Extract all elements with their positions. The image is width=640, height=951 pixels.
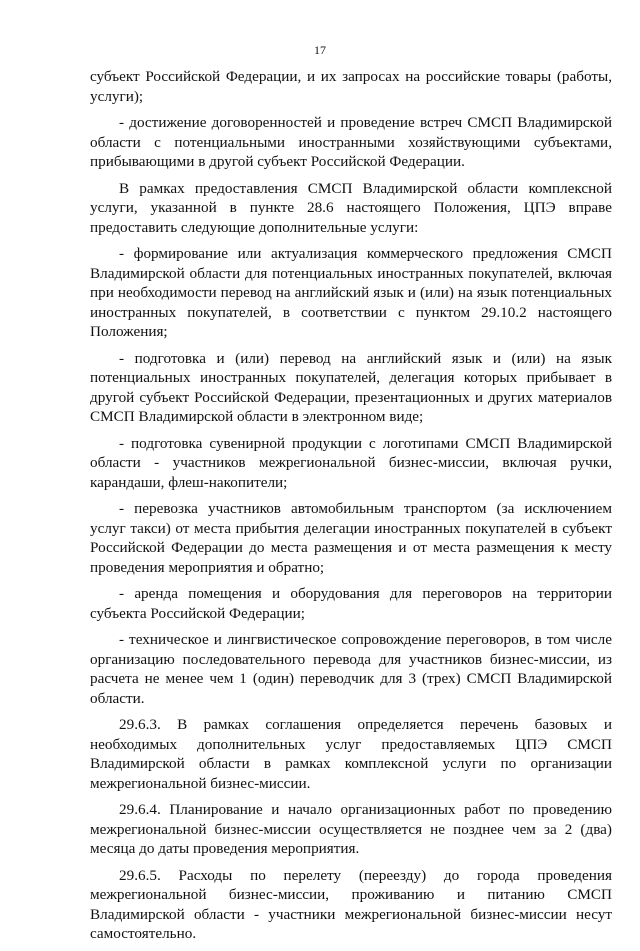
paragraph-clause: 29.6.5. Расходы по перелету (переезду) до города проведения межрегиональной бизнес-миссии, проживанию и питанию СМСП Владимирской области - участники межрегиональной бизнес-миссии несут самостоятельно. <box>90 866 612 942</box>
page-number: 17 <box>314 43 326 57</box>
paragraph-clause: 29.6.4. Планирование и начало организационных работ по проведению межрегиональной бизнес-миссии осуществляется не позднее чем за 2 (два) месяца до даты проведения мероприятия. <box>90 801 612 857</box>
paragraph-list-item: - подготовка сувенирной продукции с логотипами СМСП Владимирской области - участников межрегиональной бизнес-миссии, включая ручки, карандаши, флеш-накопители; <box>90 434 612 491</box>
paragraph-list-item: - перевозка участников автомобильным транспортом (за исключением услуг такси) от места прибытия делегации иностранных покупателей в субъект Российской Федерации до места размещения и от места размещения к месту проведения мероприятия и обратно; <box>90 500 612 576</box>
paragraph-list-item: - подготовка и (или) перевод на английский язык и (или) на язык потенциальных иностранных покупателей, делегация которых прибывает в другой субъект Российской Федерации, презентационных и других материалов СМСП Владимирской области в электронном виде; <box>90 349 612 425</box>
paragraph-clause: 29.6.3. В рамках соглашения определяется перечень базовых и необходимых дополнительных услуг предоставляемых ЦПЭ СМСП Владимирской области в рамках комплексной услуги по организации межрегиональной бизнес-миссии. <box>90 716 612 792</box>
paragraph-list-item: - техническое и лингвистическое сопровождение переговоров, в том числе организацию последовательного перевода для участников бизнес-миссии, из расчета не менее чем 1 (один) переводчик для 3 (трех) СМСП Владимирской области. <box>90 631 612 707</box>
document-body <box>90 67 612 951</box>
paragraph-list-item: - формирование или актуализация коммерческого предложения СМСП Владимирской области для потенциальных иностранных покупателей, включая при необходимости перевод на английский язык и (или) на язык потенциальных иностранных покупателей, в соответствии с пунктом 29.10.2 настоящего Положения; <box>90 245 612 340</box>
paragraph-continuation: субъект Российской Федерации, и их запросах на российские товары (работы, услуги); <box>90 68 612 105</box>
paragraph: В рамках предоставления СМСП Владимирской области комплексной услуги, указанной в пункте 28.6 настоящего Положения, ЦПЭ вправе предоставить следующие дополнительные услуги: <box>90 179 612 236</box>
paragraph-list-item: - аренда помещения и оборудования для переговоров на территории субъекта Российской Федерации; <box>90 585 612 622</box>
paragraph-list-item: - достижение договоренностей и проведение встреч СМСП Владимирской области с потенциальными иностранными хозяйствующими субъектами, прибывающими в другой субъект Российской Федерации. <box>90 114 612 170</box>
